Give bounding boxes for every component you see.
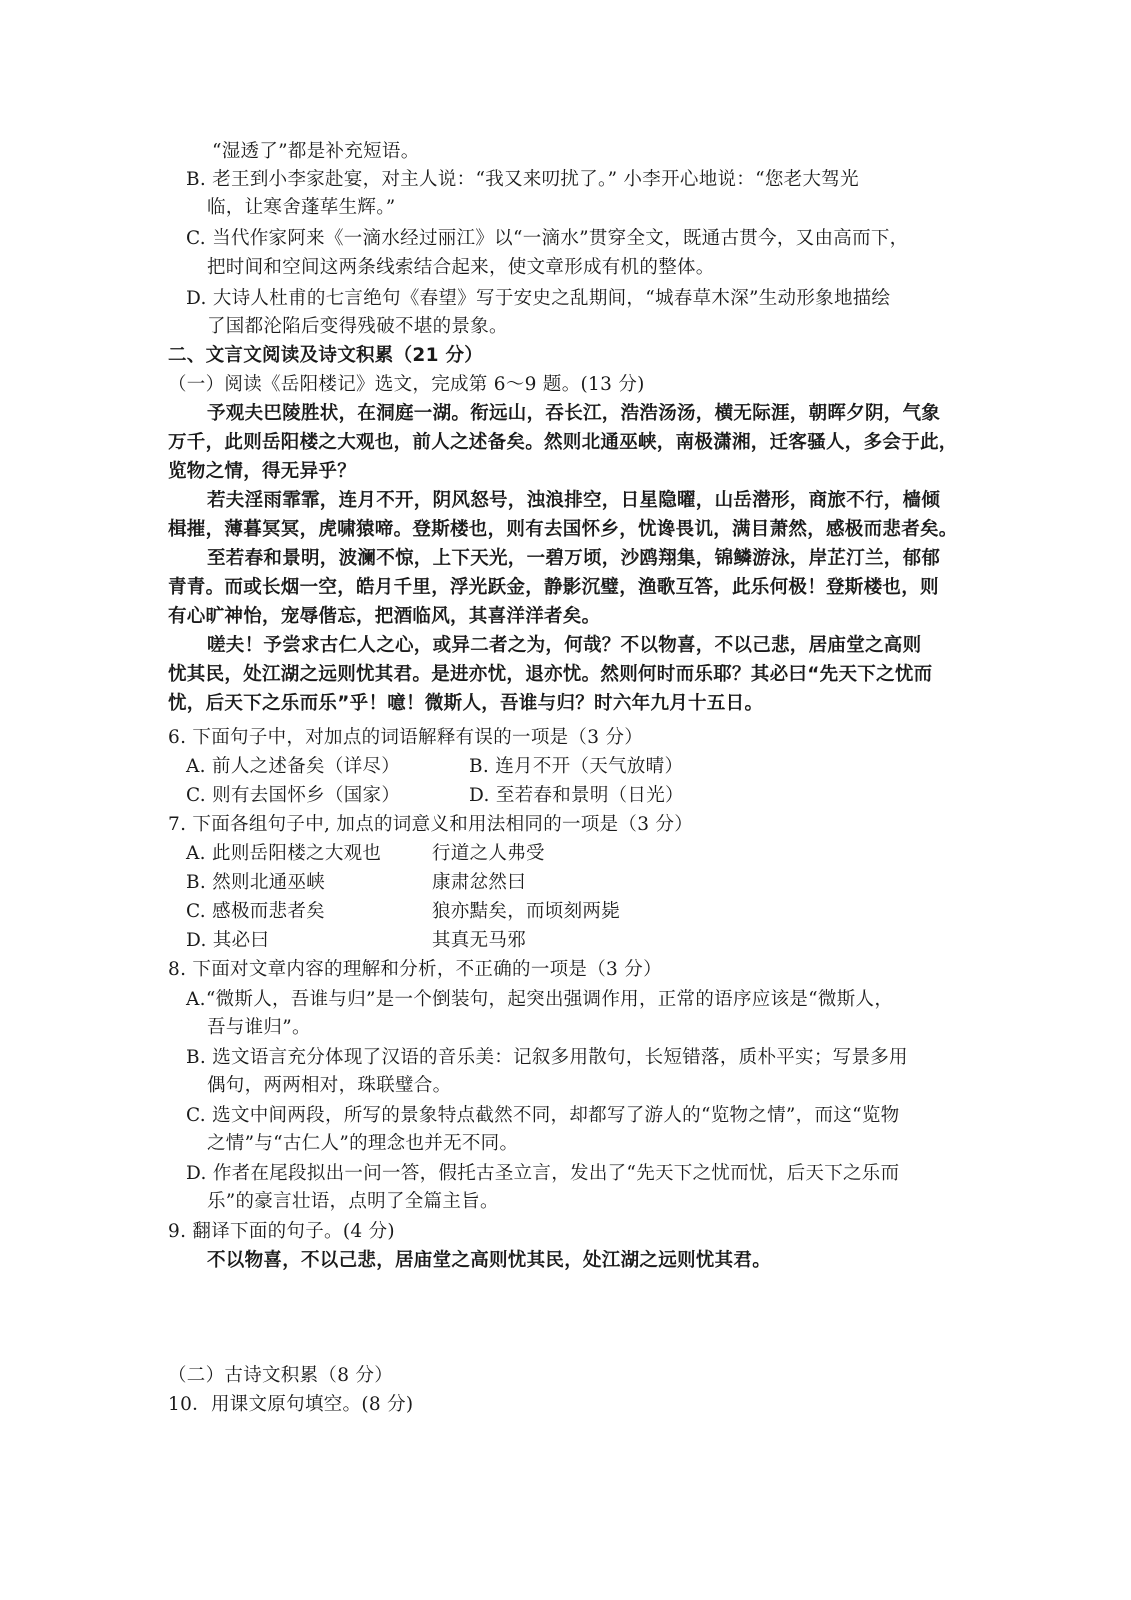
- q8-option-b: B. 选文语言充分体现了汉语的音乐美：记叙多用散句，长短错落，质朴平实；写景多用: [186, 1047, 908, 1068]
- q7-option-d-left: D. 其必曰: [186, 930, 270, 951]
- translation-sentence: 不以物喜，不以己悲，居庙堂之高则忧其民，处江湖之远则忧其君。: [207, 1250, 772, 1271]
- passage-line: 楫摧，薄暮冥冥，虎啸猿啼。登斯楼也，则有去国怀乡，忧谗畏讥，满目萧然，感极而悲者矣。: [168, 519, 958, 540]
- passage-line: 予观夫巴陵胜状，在洞庭一湖。衔远山，吞长江，浩浩汤汤，横无际涯，朝晖夕阴，气象: [207, 403, 941, 424]
- passage-line: 览物之情，得无异乎？: [168, 461, 357, 482]
- q7-option-a-left: A. 此则岳阳楼之大观也: [186, 843, 382, 864]
- q5-option-d-cont: 了国都沦陷后变得残破不堪的景象。: [207, 316, 508, 337]
- q7-option-b-left: B. 然则北通巫峡: [186, 872, 326, 893]
- passage-line: 万千，此则岳阳楼之大观也，前人之述备矣。然则北通巫峡，南极潇湘，迁客骚人，多会于此，: [168, 432, 958, 453]
- q8-option-d: D. 作者在尾段拟出一问一答，假托古圣立言，发出了“先天下之忧而忧，后天下之乐而: [186, 1163, 900, 1184]
- section-heading: 二、文言文阅读及诗文积累（21 分）: [168, 345, 484, 366]
- q6-option-d: D. 至若春和景明（日光）: [469, 785, 684, 806]
- question-10-stem: 10．用课文原句填空。(8 分): [168, 1394, 414, 1415]
- subsection-heading-2: （二）古诗文积累（8 分）: [168, 1365, 394, 1386]
- question-8-stem: 8. 下面对文章内容的理解和分析，不正确的一项是（3 分）: [168, 959, 662, 980]
- q8-option-c-cont: 之情”与“古仁人”的理念也并无不同。: [207, 1133, 519, 1154]
- question-7-stem: 7. 下面各组句子中, 加点的词意义和用法相同的一项是（3 分）: [168, 814, 694, 835]
- q7-option-b-right: 康肃忿然曰: [432, 872, 527, 893]
- question-6-stem: 6. 下面句子中，对加点的词语解释有误的一项是（3 分）: [168, 727, 644, 748]
- q7-option-a-right: 行道之人弗受: [432, 843, 545, 864]
- q6-option-b: B. 连月不开（天气放晴）: [469, 756, 684, 777]
- passage-line: 忧其民，处江湖之远则忧其君。是进亦忧，退亦忧。然则何时而乐耶？其必曰“先天下之忧而: [168, 664, 933, 685]
- subsection-heading: （一）阅读《岳阳楼记》选文，完成第 6～9 题。(13 分): [168, 374, 645, 395]
- passage-line: 若夫淫雨霏霏，连月不开，阴风怒号，浊浪排空，日星隐曜，山岳潜形，商旅不行，樯倾: [207, 490, 941, 511]
- q5-option-d: D. 大诗人杜甫的七言绝句《春望》写于安史之乱期间，“城春草木深”生动形象地描绘: [186, 288, 891, 309]
- q5-option-b-cont: 临，让寒舍蓬荜生辉。”: [207, 197, 396, 218]
- q7-option-c-left: C. 感极而悲者矣: [186, 901, 325, 922]
- question-9-stem: 9. 翻译下面的句子。(4 分): [168, 1221, 395, 1242]
- q5-option-b: B. 老王到小李家赴宴，对主人说：“我又来叨扰了。” 小李开心地说：“您老大驾光: [186, 169, 859, 190]
- q6-option-c: C. 则有去国怀乡（国家）: [186, 785, 401, 806]
- q5-option-c: C. 当代作家阿来《一滴水经过丽江》以“一滴水”贯穿全文，既通古贯今，又由高而下，: [186, 228, 909, 249]
- passage-line: 青青。而或长烟一空，皓月千里，浮光跃金，静影沉璧，渔歌互答，此乐何极！登斯楼也，则: [168, 577, 939, 598]
- q8-option-a: A.“微斯人，吾谁与归”是一个倒装句，起突出强调作用，正常的语序应该是“微斯人，: [186, 989, 894, 1010]
- q5-option-c-cont: 把时间和空间这两条线索结合起来，使文章形成有机的整体。: [207, 257, 715, 278]
- q8-option-a-cont: 吾与谁归”。: [207, 1017, 311, 1038]
- q8-option-d-cont: 乐”的豪言壮语，点明了全篇主旨。: [207, 1191, 499, 1212]
- passage-line: 忧，后天下之乐而乐”乎！噫！微斯人，吾谁与归？时六年九月十五日。: [168, 693, 764, 714]
- q8-option-c: C. 选文中间两段，所写的景象特点截然不同，却都写了游人的“览物之情”，而这“览物: [186, 1105, 900, 1126]
- q5-option-a-continuation: “湿透了”都是补充短语。: [212, 141, 420, 162]
- q8-option-b-cont: 偶句，两两相对，珠联璧合。: [207, 1075, 452, 1096]
- q7-option-d-right: 其真无马邪: [432, 930, 527, 951]
- q7-option-c-right: 狼亦黠矣，而顷刻两毙: [432, 901, 621, 922]
- passage-line: 嗟夫！予尝求古仁人之心，或异二者之为，何哉？不以物喜，不以己悲，居庙堂之高则: [207, 635, 922, 656]
- q6-option-a: A. 前人之述备矣（详尽）: [186, 756, 401, 777]
- passage-line: 有心旷神怡，宠辱偕忘，把酒临风，其喜洋洋者矣。: [168, 606, 601, 627]
- passage-line: 至若春和景明，波澜不惊，上下天光，一碧万顷，沙鸥翔集，锦鳞游泳，岸芷汀兰，郁郁: [207, 548, 941, 569]
